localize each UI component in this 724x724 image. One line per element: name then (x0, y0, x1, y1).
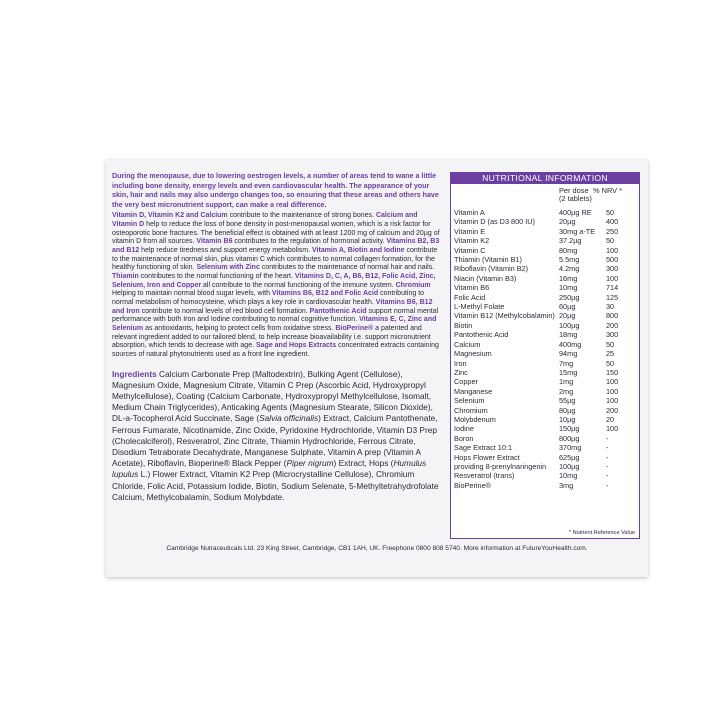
nutrient-name: Chromium (454, 405, 488, 415)
ingredients-text: ) Extract, Calcium Pantothenate, Ferrous Fumarate, Nicotinamide, Zinc Oxide, Pyridoxine Hydrochloride, Vitamin D3 Prep (Cholecalciferol), Resveratrol, Zinc Citrate, Thiamin Hydrochloride, Ferrous Citrate, Disodium Tetraborate Decahydrate, Manganese Sulphate, Vitamin A prep (Vitamin A Acetate), Riboflavin, Bioperine® Black Pepper ( (112, 413, 438, 469)
benefit-text: help reduce tiredness and support energy metabolism. (139, 247, 312, 254)
benefit-text: help to reduce the loss of bone density in post-menopausal women, which is a risk factor for osteoporotic bone fractures. The beneficial effect is obtained with at least 1200 mg of calcium and 20µg of vitamin D from all sources. (112, 221, 440, 246)
nrv-value: 100 (606, 273, 619, 283)
benefit-text: as antioxidants, helping to protect cells from oxidative stress. (143, 324, 336, 332)
table-row (451, 349, 639, 358)
per-dose-value: 94mg (559, 349, 578, 359)
nutrient-name: BioPerine® (454, 480, 492, 490)
per-dose-value: 20µg (559, 217, 576, 227)
table-row (451, 217, 639, 226)
per-dose-value: 800µg (559, 433, 580, 443)
nutrient-name: Vitamin B6 (454, 283, 490, 293)
table-row (451, 293, 639, 302)
nutrient-name: Manganese (454, 386, 493, 396)
nrv-value: 100 (606, 245, 619, 255)
per-dose-value: 80µg (559, 405, 576, 415)
nutrient-name: Copper (454, 377, 478, 387)
nrv-value: 100 (606, 386, 619, 396)
nrv-value: 50 (606, 339, 615, 349)
benefits-paragraph (112, 212, 442, 359)
ingredients-paragraph (112, 369, 442, 503)
nrv-value: 50 (606, 208, 615, 217)
benefit-text: contribute to the maintenance of strong bones. (227, 212, 376, 220)
table-row (451, 330, 639, 339)
per-dose-value: 625µg (559, 452, 580, 462)
nrv-value: 150 (606, 367, 619, 377)
per-dose-value: 100µg (559, 461, 580, 471)
nutrient-name: Vitamin A (454, 208, 485, 217)
nrv-value: - (606, 452, 609, 462)
table-row (451, 236, 639, 245)
table-footnote: * Nutrient Reference Value (568, 530, 635, 536)
nutrient-name: Vitamin D (as D3 800 IU) (454, 217, 535, 227)
table-title: NUTRITIONAL INFORMATION (451, 173, 639, 184)
benefit-highlight: Selenium with Zinc (196, 264, 260, 272)
table-body (451, 208, 639, 490)
benefit-text: contribute to the maintenance of normal skin, plus vitamin C which contributes to normal collagen formation, for the healthy functioning of skin. (112, 247, 438, 272)
table-row (451, 368, 639, 377)
nutrient-name: Biotin (454, 320, 473, 330)
nrv-value: 30 (606, 302, 615, 312)
benefit-highlight: Pantothenic Acid (309, 307, 367, 315)
nrv-value: - (606, 461, 609, 471)
nutrient-name: Folic Acid (454, 292, 486, 302)
nrv-header: % NRV * (593, 186, 623, 195)
benefit-highlight: BioPerine® (335, 324, 374, 332)
per-dose-value: 1mg (559, 377, 574, 387)
intro-paragraph: During the menopause, due to lowering oestrogen levels, a number of areas tend to wane a little including bone density, energy levels and even cardiovascular health. The appearance of your skin, hair and nails may also undergo changes too, so ensuring that these areas and others have the very best micronutrient support, can make a real difference. (112, 172, 439, 209)
table-row (451, 387, 639, 396)
nutrient-name: Vitamin B12 (Methylcobalamin) (454, 311, 555, 321)
nrv-value: 300 (606, 264, 619, 274)
benefit-highlight: Thiamin (112, 272, 139, 280)
table-row (451, 406, 639, 415)
table-row (451, 424, 639, 433)
benefit-text: Helping to maintain normal blood sugar levels, with (112, 290, 272, 298)
benefit-highlight: Vitamins B2, B3 and B12 (112, 238, 440, 254)
per-dose-value: 16mg (559, 273, 578, 283)
table-row (451, 340, 639, 349)
per-dose-value: 370mg (559, 443, 582, 453)
nrv-value: 50 (606, 358, 615, 368)
per-dose-value: 150µg (559, 424, 580, 434)
benefit-text: a patented and relevant ingredient added to our tailored blend, to help increase bioavailability i.e. support micronutrient absorption, which tends to decrease with age. (112, 324, 431, 350)
benefit-highlight: Vitamins B6, B12 and Iron (112, 298, 433, 315)
table-row (451, 481, 639, 490)
table-row (451, 443, 639, 452)
per-dose-value: 100µg (559, 320, 580, 330)
nrv-value: 200 (606, 405, 619, 415)
per-dose-value: 250µg (559, 292, 580, 302)
nrv-value: - (606, 480, 609, 490)
per-dose-value: 20µg (559, 311, 576, 321)
per-dose-value: 15mg (559, 367, 578, 377)
nutrient-name: Molybdenum (454, 414, 496, 424)
per-dose-value: 400µg RE (559, 208, 592, 217)
nrv-value: 300 (606, 330, 619, 340)
table-row (451, 264, 639, 273)
nutrient-name: Niacin (Vitamin B3) (454, 273, 517, 283)
benefit-highlight: Vitamin A, Biotin and Iodine (312, 247, 405, 254)
benefit-highlight: Vitamin B6 (196, 238, 233, 246)
nutrient-name: Pantothenic Acid (454, 330, 509, 340)
benefit-highlight: Vitamins E, C, Zinc and Selenium (112, 316, 437, 332)
nrv-value: 100 (606, 396, 619, 406)
table-row (451, 434, 639, 443)
table-row (451, 396, 639, 405)
per-dose-value: 4.2mg (559, 264, 580, 274)
per-dose-label: Per dose (559, 186, 589, 195)
per-dose-value: 5.5mg (559, 255, 580, 265)
per-dose-value: 10mg (559, 471, 578, 481)
nrv-value: 100 (606, 377, 619, 387)
company-footer: Cambridge Nutraceuticals Ltd. 23 King Street, Cambridge, CB1 1AH, UK. Freephone 0800 808 5740. More information at FutureYouHealth.com. (166, 545, 588, 552)
per-dose-value: 400mg (559, 339, 582, 349)
benefit-text: contributes to the maintenance of normal hair and nails. (259, 264, 435, 272)
table-row (451, 415, 639, 424)
table-row (451, 377, 639, 386)
nutrient-name: Zinc (454, 367, 468, 377)
ingredients-label: Ingredients (112, 368, 157, 379)
ingredients-text: L.) Flower Extract, Vitamin K2 Prep (Microcrystalline Cellulose), Chromium Chloride, Folic Acid, Potassium Iodide, Biotin, Sodium Selenate, 5-Methyltetrahydrofolate Calcium, Methylcobalamin, Sodium Molybdate. (112, 469, 439, 502)
table-row (451, 246, 639, 255)
table-row (451, 359, 639, 368)
nutrient-name: Vitamin K2 (454, 236, 490, 246)
per-dose-value: 10µg (559, 414, 576, 424)
nutrient-name: providing 8-prenylnaringenin (454, 461, 547, 471)
nutrient-name: Calcium (454, 339, 481, 349)
table-row (451, 462, 639, 471)
nutrient-name: Selenium (454, 396, 485, 406)
nrv-value: 714 (606, 283, 619, 293)
nrv-value: 50 (606, 236, 615, 246)
per-dose-value: 18mg (559, 330, 578, 340)
botanical-name: Humulus lupulus (112, 458, 427, 480)
benefit-highlight: Chromium (395, 281, 431, 289)
benefit-text: concentrated extracts containing sources of natural phytonutrients used as a front line ingredient. (112, 342, 439, 358)
per-dose-sublabel: (2 tablets) (559, 194, 592, 203)
nutrient-name: Vitamin C (454, 245, 486, 255)
nutrient-name: Thiamin (Vitamin B1) (454, 255, 522, 265)
table-row (451, 208, 639, 217)
nrv-value: - (606, 433, 609, 443)
benefit-text: contributes to the regulation of hormonal activity. (232, 238, 387, 246)
benefit-highlight: Vitamins B6, B12 and Folic Acid (271, 290, 379, 298)
botanical-name: Piper nigrum (286, 458, 334, 469)
nutrient-name: Vitamin E (454, 226, 486, 236)
table-row (451, 302, 639, 311)
per-dose-value: 37.2µg (559, 236, 582, 246)
table-row (451, 321, 639, 330)
nutrient-name: Riboflavin (Vitamin B2) (454, 264, 529, 274)
benefit-text: support normal mental performance with both Iron and Iodine contributing to normal cognitive function. (112, 307, 439, 324)
table-row (451, 311, 639, 320)
nrv-value: 400 (606, 217, 619, 227)
table-row (451, 274, 639, 283)
per-dose-value: 10mg (559, 283, 578, 293)
nrv-value: - (606, 443, 609, 453)
table-row (451, 255, 639, 264)
nrv-value: 800 (606, 311, 619, 321)
benefit-text: contributes to the normal functioning of the heart. (138, 272, 295, 280)
benefit-text: all contribute to the normal functioning of the immune system. (201, 281, 396, 289)
nutrient-name: Iron (454, 358, 467, 368)
nrv-value: 25 (606, 349, 615, 359)
per-dose-value: 30mg a-TE (559, 226, 596, 236)
ingredients-text: ) Extract, Hops ( (333, 458, 394, 469)
table-row (451, 471, 639, 480)
nutritional-information-table (450, 172, 640, 539)
nrv-value: 100 (606, 424, 619, 434)
left-column (112, 172, 442, 503)
table-row (451, 227, 639, 236)
nrv-value: 125 (606, 292, 619, 302)
nutrient-name: Magnesium (454, 349, 492, 359)
table-row (451, 283, 639, 292)
nutrient-name: L-Methyl Folate (454, 302, 505, 312)
table-column-headers (451, 184, 639, 208)
nutrient-name: Iodine (454, 424, 474, 434)
nutrient-name: Resveratrol (trans) (454, 471, 515, 481)
benefit-highlight: Sage and Hops Extracts (255, 342, 337, 350)
botanical-name: Salvia officinalis (259, 413, 319, 424)
per-dose-header (559, 187, 592, 203)
nutrient-name: Sage Extract 10:1 (454, 443, 513, 453)
nrv-value: 20 (606, 414, 615, 424)
benefit-highlight: Calcium and Vitamin D (112, 212, 418, 229)
nutrient-name: Hops Flower Extract (454, 452, 520, 462)
per-dose-value: 80mg (559, 245, 578, 255)
per-dose-value: 7mg (559, 358, 574, 368)
per-dose-value: 2mg (559, 386, 574, 396)
benefit-text: contribute to normal levels of red blood cell formation. (139, 307, 310, 315)
table-row (451, 453, 639, 462)
per-dose-value: 60µg (559, 302, 576, 312)
nrv-value: 500 (606, 255, 619, 265)
nrv-value: - (606, 471, 609, 481)
nrv-value: 250 (606, 226, 619, 236)
per-dose-value: 3mg (559, 480, 574, 490)
nutrient-name: Boron (454, 433, 474, 443)
nrv-value: 200 (606, 320, 619, 330)
benefit-highlight: Vitamin D, Vitamin K2 and Calcium (112, 212, 228, 220)
ingredients-text: Calcium Carbonate Prep (Maltodextrin), Bulking Agent (Cellulose), Magnesium Oxide, Magnesium Citrate, Vitamin C Prep (Ascorbic Acid, Hydroxypropyl Methylcellulose), Coating (Calcium Carbonate, Hydroxypropyl Methylcellulose, Isomalt, Medium Chain Triglycerides), Anticaking Agents (Magnesium Stearate, Silicon Dioxide), DL-a-Tocopherol Acid Succinate, Sage ( (112, 368, 433, 424)
benefit-text: contributing to normal metabolism of homocysteine, which plays a key role in cardiovascular health. (112, 290, 425, 306)
benefit-highlight: Vitamins D, C, A, B6, B12, Folic Acid, Zinc, Selenium, Iron and Copper (112, 272, 436, 289)
per-dose-value: 55µg (559, 396, 576, 406)
